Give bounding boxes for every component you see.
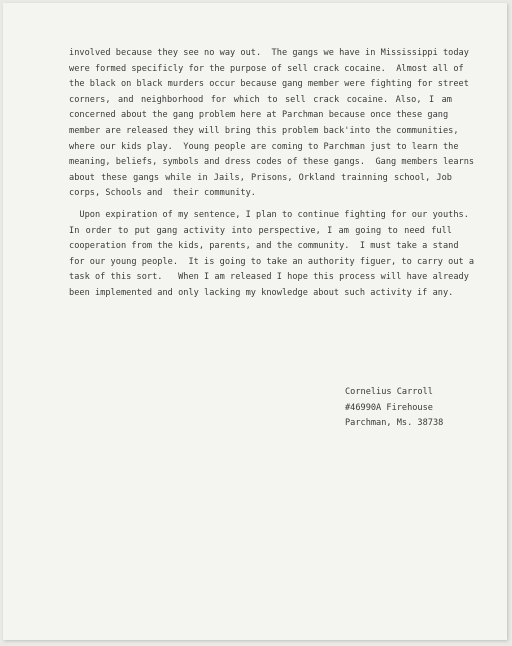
text-line: cooperation from the kids, parents, and the community. I must take a stand [69,241,459,252]
text-line: In order to put gang activity into perspective, I am going to need full [69,225,452,236]
text-line: member are released they will bring this problem back'into the communities, [69,125,459,136]
text-line: corners, and neighborhood for which to sell crack cocaine. Also, I am [69,94,452,105]
text-line: for our young people. It is going to take an authority figuer, to carry out a [69,256,475,267]
text-line: corps, Schools and their community. [69,188,256,199]
text-line: concerned about the gang problem here at Parchman because once these gang [69,110,449,121]
body-paragraph-2 [69,208,475,302]
signature-inmate-id: #46990A Firehouse [345,402,433,413]
signature-name: Cornelius Carroll [345,387,433,397]
text-line: where our kids play. Young people are coming to Parchman just to learn the [69,141,459,152]
text-line: the black on black murders occur because gang member were fighting for street [69,79,469,90]
signature-block [345,385,443,432]
text-line: involved because they see no way out. The gangs we have in Mississippi today [69,48,469,58]
signature-location: Parchman, Ms. 38738 [345,418,444,428]
text-line: were formed specificly for the purpose of sell crack cocaine. Almost all of [69,63,464,74]
text-line: about these gangs while in Jails, Prisons, Orkland trainning school, Job [69,172,452,183]
text-line: Upon expiration of my sentence, I plan to continue fighting for our youths. [69,210,469,220]
body-paragraph-1 [69,46,475,202]
text-line: meaning, beliefs, symbols and dress codes of these gangs. Gang members learns [69,157,475,168]
text-line: task of this sort. When I am released I hope this process will have already [69,272,469,283]
letter-page [3,3,507,640]
text-line: been implemented and only lacking my knowledge about such activity if any. [69,287,454,298]
